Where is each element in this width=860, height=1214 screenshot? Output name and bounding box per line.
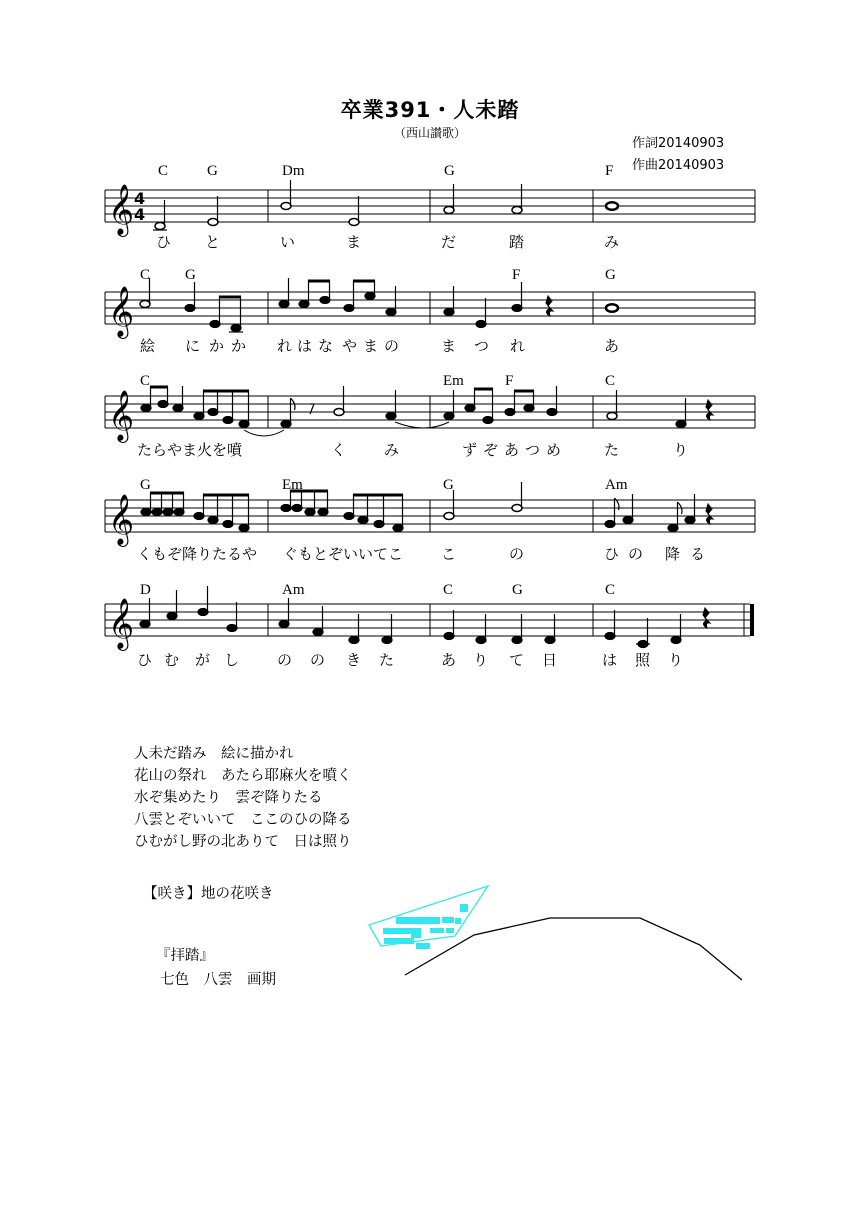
lyric: の	[384, 337, 400, 355]
lyric: ぞ	[483, 441, 499, 459]
lyric: き	[346, 651, 362, 669]
lyric: ま	[441, 337, 457, 355]
lyric: あ	[604, 337, 620, 355]
highlight-marks	[383, 904, 468, 949]
note-haito-body: 七色 八雲 画期	[160, 972, 276, 988]
treble-clef-icon: 𝄞	[108, 390, 135, 441]
lyric: ず	[462, 441, 478, 459]
lyric: 降	[665, 545, 681, 563]
treble-clef-icon: 𝄞	[108, 598, 135, 649]
chord: C	[605, 582, 616, 598]
note-haito-title: 『拝踏』	[156, 948, 214, 964]
lyric: が	[195, 651, 211, 669]
lyric: ひ	[156, 233, 172, 251]
chord: F	[605, 163, 614, 179]
lyric: ひ	[604, 545, 620, 563]
lyric: 絵	[140, 337, 156, 355]
chord: C	[605, 373, 616, 389]
lyric: れ	[277, 337, 293, 355]
lyric: ひ	[137, 651, 153, 669]
chord: F	[505, 373, 514, 389]
lyric: む	[164, 651, 180, 669]
lyric: の	[509, 545, 525, 563]
lyric: ま	[363, 337, 379, 355]
lyric: い	[280, 233, 296, 251]
lyric: あ	[504, 441, 520, 459]
lyric: な	[318, 337, 334, 355]
lyric: あ	[441, 651, 457, 669]
lyric: ま	[346, 233, 362, 251]
chord: C	[140, 267, 151, 283]
chord: F	[512, 267, 521, 283]
lyric: と	[205, 233, 221, 251]
time-signature-bottom: 4	[134, 205, 146, 224]
lyric: は	[602, 651, 618, 669]
lyric: り	[473, 651, 489, 669]
lyric: め	[546, 441, 562, 459]
lyricist-credit: 作詞20140903	[632, 136, 725, 151]
lyric: た	[379, 651, 395, 669]
lyric: み	[604, 233, 620, 251]
lyric: ぐもとぞいいてこ	[283, 545, 404, 563]
verse-line: ひむがし野の北ありて 日は照り	[134, 834, 352, 850]
song-subtitle: （西山讃歌）	[393, 126, 466, 140]
chord: C	[443, 582, 454, 598]
chord: Em	[282, 477, 303, 493]
chord: G	[512, 582, 523, 598]
lyric: たらやま火を噴	[137, 441, 243, 459]
lyric: り	[673, 441, 689, 459]
chord: Am	[605, 477, 628, 493]
lyric: つ	[525, 441, 541, 459]
chord: Em	[443, 373, 464, 389]
lyric: こ	[441, 545, 457, 563]
lyric: み	[384, 441, 400, 459]
lyric: の	[310, 651, 326, 669]
lyric: は	[297, 337, 313, 355]
lyric: た	[604, 441, 620, 459]
chord: G	[140, 477, 151, 493]
lyric: や	[342, 337, 358, 355]
verse-line: 人未だ踏み 絵に描かれ	[134, 746, 294, 762]
chord: D	[140, 582, 151, 598]
chord: C	[158, 163, 169, 179]
verse-line: 水ぞ集めたり 雲ぞ降りたる	[134, 790, 323, 806]
lyric: か	[209, 337, 225, 355]
lyric: つ	[474, 337, 490, 355]
time-signature-top: 4	[134, 189, 146, 208]
lyric: だ	[441, 233, 457, 251]
lyric: れ	[510, 337, 526, 355]
chord: G	[443, 477, 454, 493]
chord: G	[444, 163, 455, 179]
lyric: に	[185, 337, 201, 355]
treble-clef-icon: 𝄞	[108, 494, 135, 545]
lyric: くもぞ降りたるや	[137, 545, 258, 563]
verse-line: 花山の祭れ あたら耶麻火を噴く	[134, 768, 352, 784]
note-saki: 【咲き】地の花咲き	[143, 886, 274, 902]
verse-line: 八雲とぞいいて ここのひの降る	[134, 812, 352, 828]
lyric: し	[224, 651, 240, 669]
lyric: て	[509, 651, 525, 669]
treble-clef-icon: 𝄞	[108, 286, 135, 337]
chord: G	[207, 163, 218, 179]
lyric: 踏	[509, 233, 525, 251]
treble-clef-icon: 𝄞	[108, 184, 135, 235]
mountain-outline	[405, 918, 742, 980]
lyric: 日	[542, 651, 558, 669]
chord: G	[185, 267, 196, 283]
chord: G	[605, 267, 616, 283]
lyric: り	[668, 651, 684, 669]
lyric: く	[331, 441, 347, 459]
lyric: か	[231, 337, 247, 355]
chord: C	[140, 373, 151, 389]
lyric: の	[277, 651, 293, 669]
chord: Am	[282, 582, 305, 598]
lyric: の	[628, 545, 644, 563]
song-title: 卒業391・人未踏	[340, 98, 520, 122]
chord: Dm	[282, 163, 305, 179]
lyric: 照	[635, 651, 651, 669]
composer-credit: 作曲20140903	[632, 158, 725, 173]
lyric: る	[690, 545, 706, 563]
